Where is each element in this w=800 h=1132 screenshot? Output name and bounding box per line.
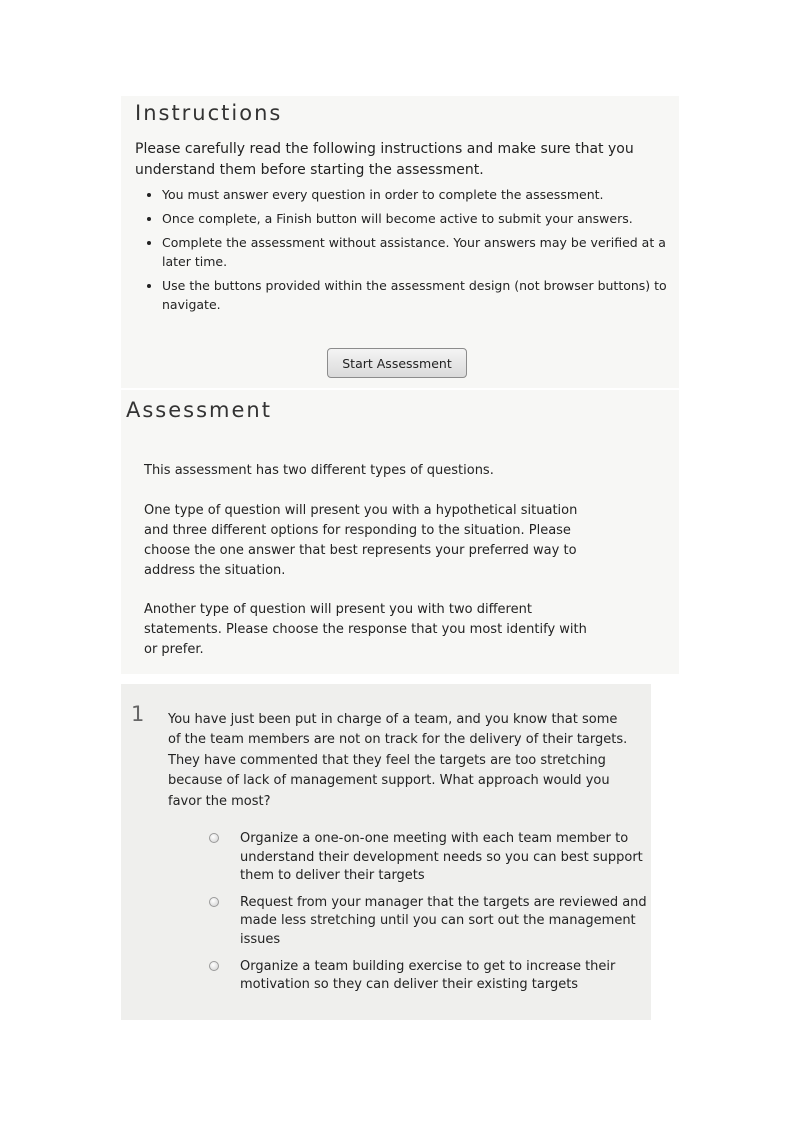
assessment-paragraph: One type of question will present you with a hypothetical situation and three different options for responding to the situation. Please choose the one answer that best represents your preferred way to address the situation. [144, 503, 578, 578]
answer-option[interactable] [207, 958, 657, 995]
answer-option[interactable] [207, 830, 657, 886]
instructions-title: Instructions [135, 101, 283, 125]
question-text: You have just been put in charge of a team, and you know that some of the team members are not on track for the delivery of their targets. They have commented that they feel the targets are too stretching because of lack of management support. What approach would you favor the most? [168, 712, 628, 809]
instructions-list [135, 185, 672, 319]
instructions-panel [121, 96, 679, 388]
instruction-item: • Use the buttons provided within the assessment design (not browser buttons) to navigate. [162, 276, 672, 314]
instruction-item: • Once complete, a Finish button will become active to submit your answers. [162, 209, 672, 228]
assessment-paragraph: This assessment has two different types of questions. [144, 463, 494, 478]
assessment-title: Assessment [126, 398, 272, 422]
answer-options [207, 830, 657, 1003]
instruction-item: • You must answer every question in order to complete the assessment. [162, 185, 672, 204]
instruction-item: • Complete the assessment without assistance. Your answers may be verified at a later time. [162, 233, 672, 271]
instructions-intro: Please carefully read the following instructions and make sure that you understand them before starting the assessment. [135, 141, 634, 178]
question-panel [121, 684, 651, 1020]
answer-option-label[interactable]: Request from your manager that the targets are reviewed and made less stretching until you can sort out the management issues [240, 894, 647, 947]
answer-option-label[interactable]: Organize a team building exercise to get to increase their motivation so they can deliver their existing targets [240, 958, 616, 993]
answer-option[interactable] [207, 894, 657, 950]
radio-button[interactable] [209, 833, 219, 843]
assessment-panel [121, 390, 679, 674]
radio-button[interactable] [209, 897, 219, 907]
radio-button[interactable] [209, 961, 219, 971]
assessment-paragraph: Another type of question will present you with two different statements. Please choose the response that you most identify with or prefer. [144, 602, 587, 657]
start-assessment-button[interactable]: Start Assessment [327, 348, 467, 378]
question-number: 1 [131, 702, 145, 726]
answer-option-label[interactable]: Organize a one-on-one meeting with each team member to understand their development needs so you can best support them to deliver their targets [240, 831, 643, 884]
